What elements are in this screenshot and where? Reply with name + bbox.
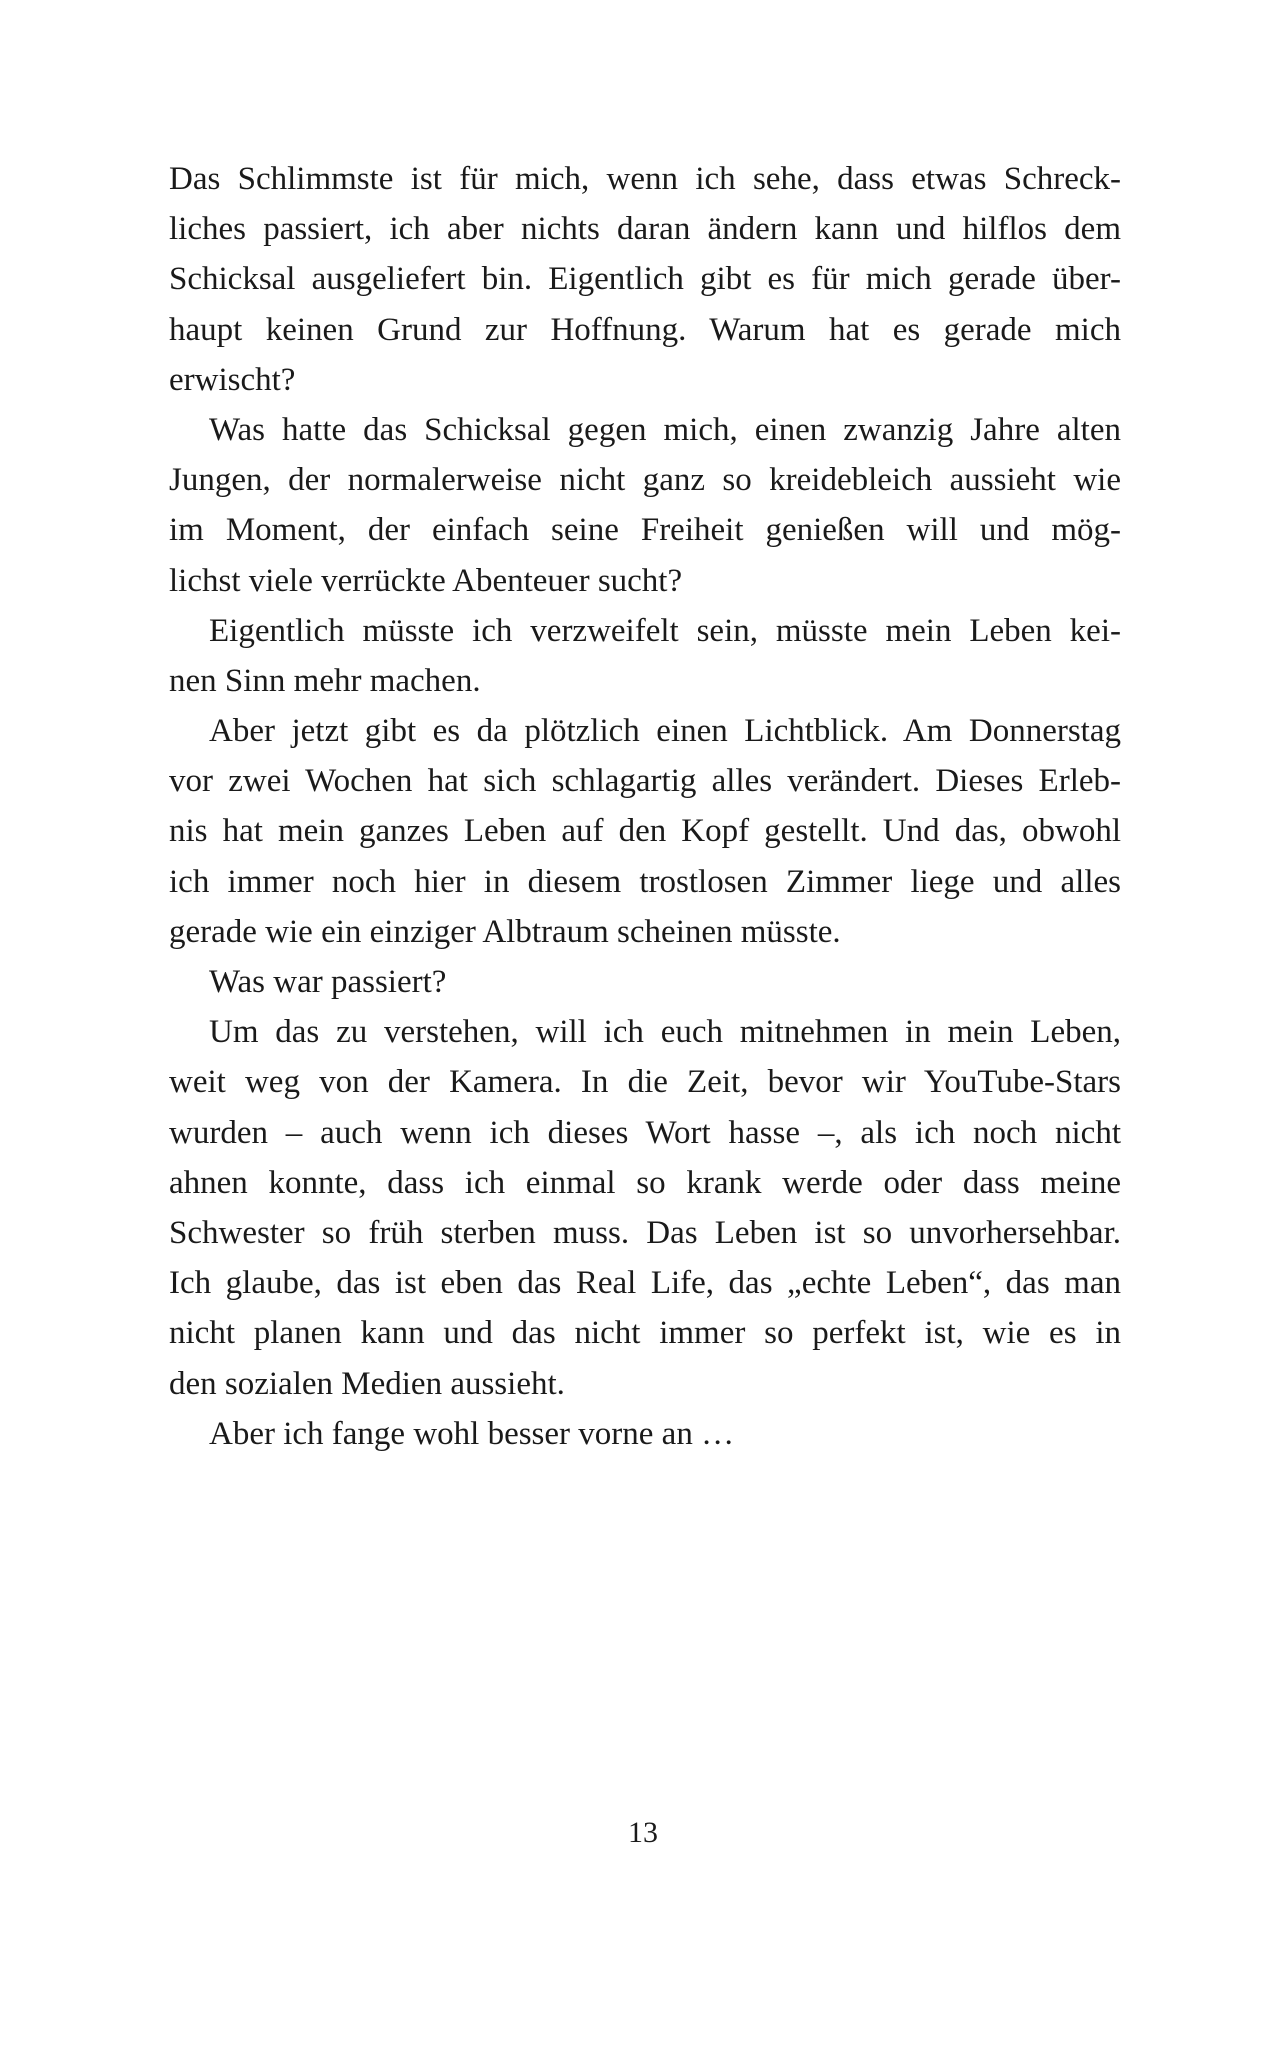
text-line: Eigentlich müsste ich verzweifelt sein, müsste mein Leben kei- <box>209 612 1121 649</box>
text-line: Um das zu verstehen, will ich euch mitnehmen in mein Leben, <box>209 1014 1121 1051</box>
paragraph <box>169 154 1121 405</box>
text-line: Schicksal ausgeliefert bin. Eigentlich gibt es für mich gerade über- <box>169 261 1121 298</box>
text-line: Das Schlimmste ist für mich, wenn ich sehe, dass etwas Schreck- <box>169 161 1121 197</box>
text-line: Ich glaube, das ist eben das Real Life, das „echte Leben“, das man <box>169 1265 1121 1302</box>
text-line: nis hat mein ganzes Leben auf den Kopf gestellt. Und das, obwohl <box>169 813 1121 850</box>
paragraph <box>169 706 1121 957</box>
page-number: 13 <box>628 1816 658 1849</box>
text-line: liches passiert, ich aber nichts daran ändern kann und hilflos dem <box>169 211 1121 248</box>
paragraph <box>169 606 1121 706</box>
text-line: ich immer noch hier in diesem trostlosen Zimmer liege und alles <box>169 863 1121 900</box>
text-line: Aber jetzt gibt es da plötzlich einen Lichtblick. Am Donnerstag <box>209 713 1121 750</box>
text-line: nicht planen kann und das nicht immer so perfekt ist, wie es in <box>169 1315 1121 1352</box>
paragraph <box>169 405 1121 606</box>
text-line: weit weg von der Kamera. In die Zeit, bevor wir YouTube-Stars <box>169 1064 1121 1101</box>
text-line: haupt keinen Grund zur Hoffnung. Warum hat es gerade mich <box>169 311 1121 348</box>
text-line: Was war passiert? <box>209 964 447 1000</box>
text-line: Was hatte das Schicksal gegen mich, einen zwanzig Jahre alten <box>209 411 1121 448</box>
text-line: Schwester so früh sterben muss. Das Leben ist so unvorhersehbar. <box>169 1214 1121 1251</box>
text-line: lichst viele verrückte Abenteuer sucht? <box>169 562 683 599</box>
paragraph <box>169 957 1121 1007</box>
text-line: im Moment, der einfach seine Freiheit genießen will und mög- <box>169 512 1121 549</box>
text-line: Aber ich fange wohl besser vorne an … <box>209 1415 735 1452</box>
paragraph <box>169 1409 1121 1459</box>
text-line: gerade wie ein einziger Albtraum scheinen müsste. <box>169 913 841 950</box>
paragraph <box>169 1007 1121 1409</box>
text-line: den sozialen Medien aussieht. <box>169 1365 565 1402</box>
text-line: vor zwei Wochen hat sich schlagartig alles verändert. Dieses Erleb- <box>169 763 1121 800</box>
text-line: ahnen konnte, dass ich einmal so krank werde oder dass meine <box>169 1164 1121 1201</box>
text-line: wurden – auch wenn ich dieses Wort hasse –, als ich noch nicht <box>169 1114 1121 1151</box>
text-line: Jungen, der normalerweise nicht ganz so kreidebleich aussieht wie <box>169 462 1121 499</box>
text-line: erwischt? <box>169 361 296 398</box>
body-text <box>169 154 1121 1459</box>
text-line: nen Sinn mehr machen. <box>169 662 481 699</box>
